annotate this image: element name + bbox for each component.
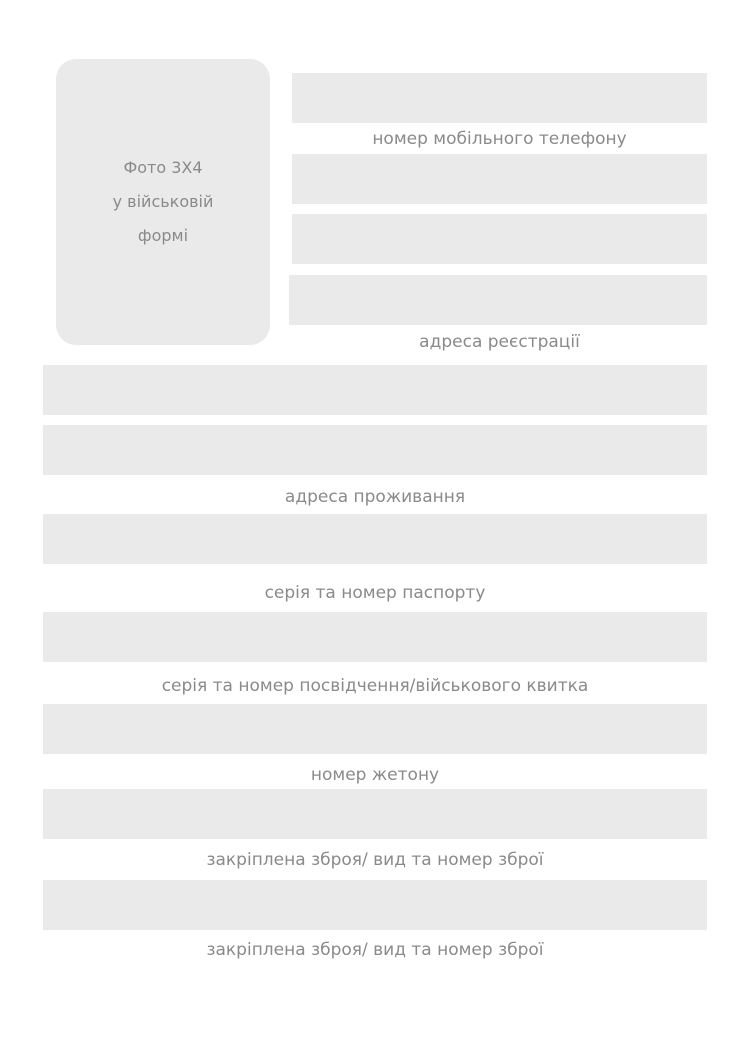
field-residence-address-2[interactable] [43, 425, 707, 475]
caption-military-id: серія та номер посвідчення/військового квитка [161, 676, 589, 696]
caption-passport: серія та номер паспорту [264, 583, 486, 603]
field-token[interactable] [43, 704, 707, 754]
photo-caption-line: у військовій [112, 192, 214, 211]
caption-residence-address: адреса проживання [284, 487, 466, 507]
photo-caption-line: формі [137, 226, 189, 245]
caption-registration-address: адреса реєстрації [419, 332, 580, 352]
field-military-id[interactable] [43, 612, 707, 662]
photo-placeholder [56, 59, 270, 345]
photo-caption [56, 151, 270, 253]
caption-mobile-phone: номер мобільного телефону [372, 129, 627, 149]
field-weapon-2[interactable] [43, 880, 707, 930]
field-registration-address-2[interactable] [289, 275, 707, 325]
field-passport[interactable] [43, 514, 707, 564]
field-name[interactable] [292, 73, 707, 123]
caption-token: номер жетону [310, 765, 440, 785]
caption-weapon-1: закріплена зброя/ вид та номер зброї [206, 850, 544, 870]
field-registration-address-1[interactable] [292, 214, 707, 264]
field-residence-address-1[interactable] [43, 365, 707, 415]
photo-caption-line: Фото 3Х4 [123, 158, 203, 177]
field-weapon-1[interactable] [43, 789, 707, 839]
caption-weapon-2: закріплена зброя/ вид та номер зброї [206, 940, 544, 960]
field-mobile-phone[interactable] [292, 154, 707, 204]
